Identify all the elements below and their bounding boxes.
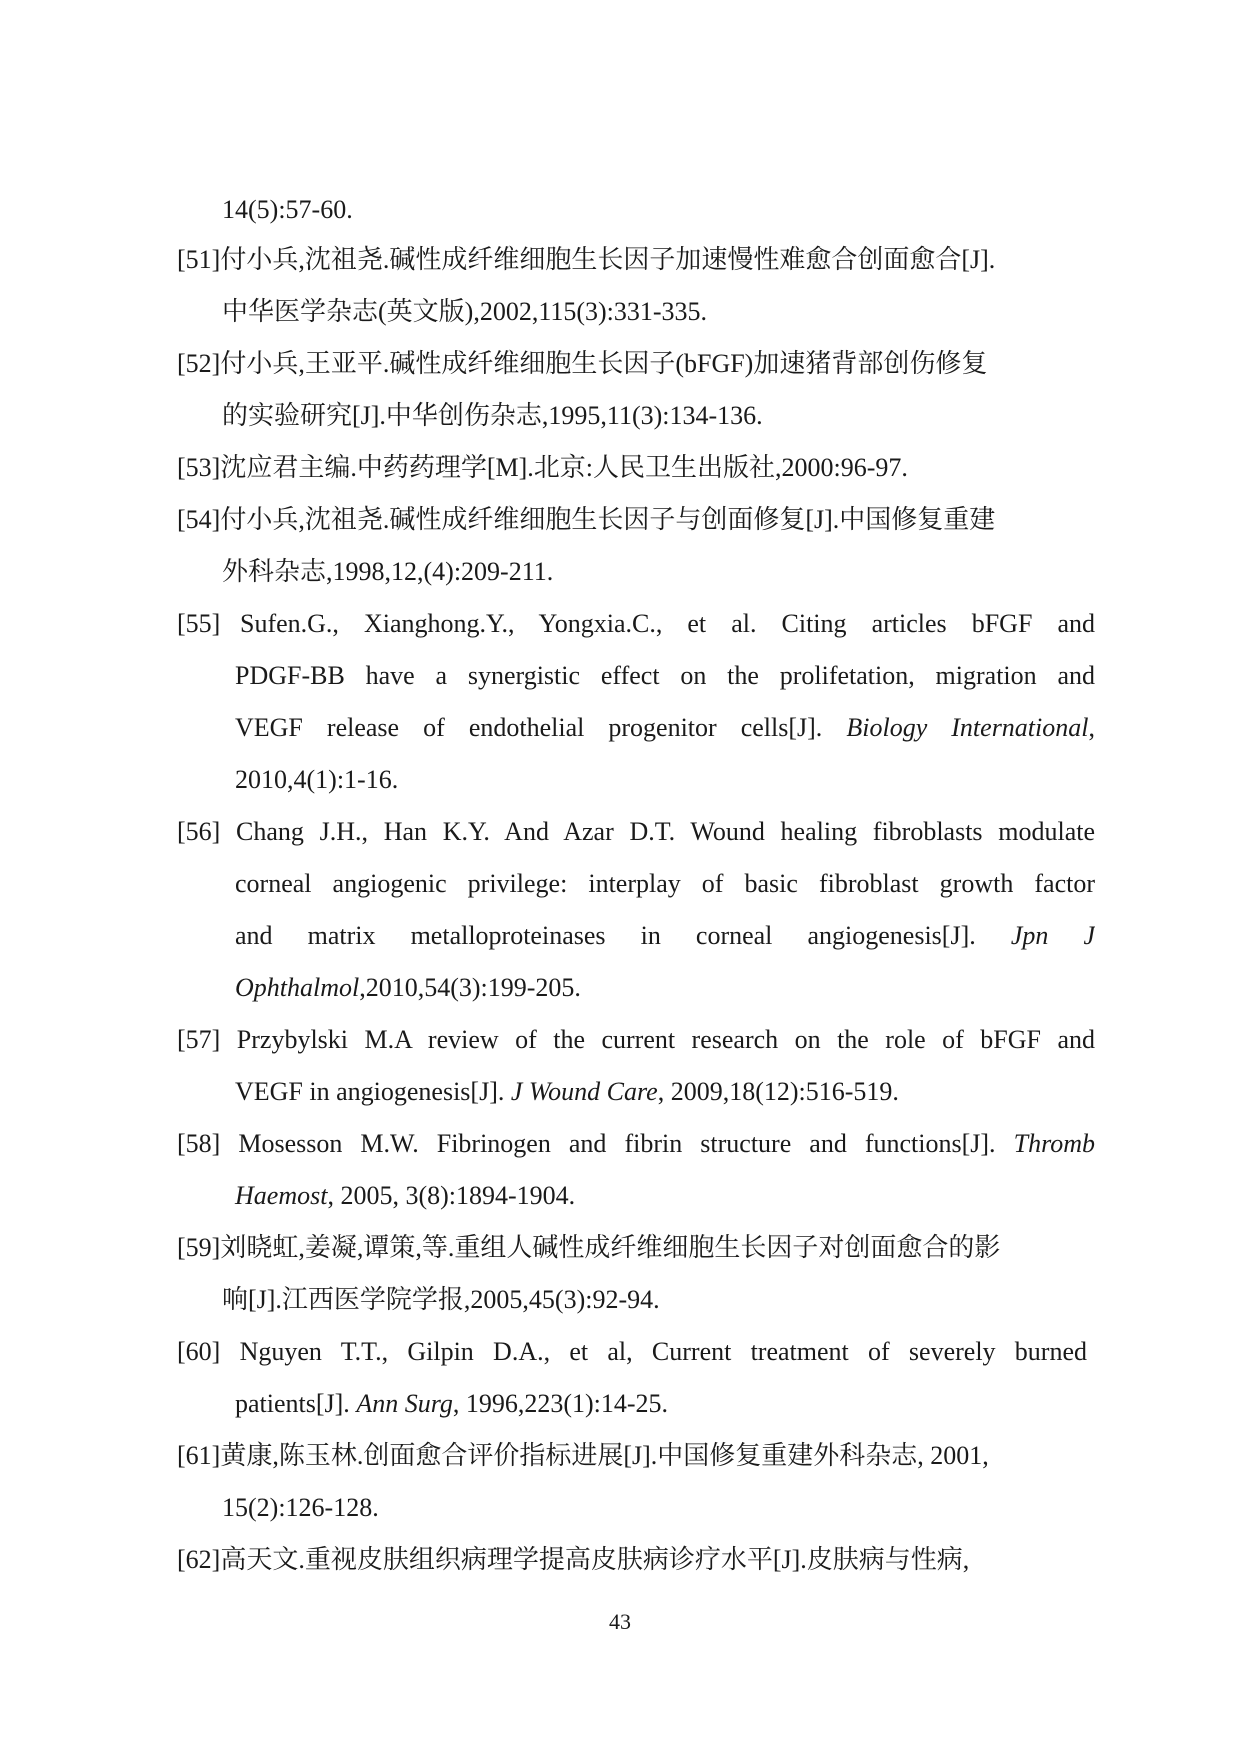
reference-53 — [177, 452, 908, 484]
reference-text: VEGF in angiogenesis[J]. — [235, 1077, 511, 1106]
reference-50-continuation — [222, 194, 353, 226]
reference-text: 中华医学杂志(英文版),2002,115(3):331-335. — [222, 297, 708, 326]
reference-62 — [177, 1544, 969, 1576]
reference-61-continuation — [222, 1492, 379, 1524]
journal-name: Thromb — [1013, 1129, 1095, 1158]
reference-60 — [177, 1336, 1087, 1368]
reference-text: PDGF-BB have a synergistic effect on the prolifetation, migration and — [235, 661, 1095, 690]
reference-55-number — [177, 608, 229, 640]
reference-text: , 2005, 3(8):1894-1904. — [327, 1181, 576, 1210]
reference-text: , — [1088, 713, 1095, 742]
journal-name: Biology International — [846, 713, 1089, 742]
reference-text: Chang J.H., Han K.Y. And Azar D.T. Wound healing fibroblasts modulate — [236, 817, 1095, 846]
reference-text: ,2010,54(3):199-205. — [359, 973, 581, 1002]
reference-number: [52] — [177, 349, 221, 378]
reference-54-continuation — [222, 556, 553, 588]
reference-number: [62] — [177, 1545, 221, 1574]
reference-text: 2010,4(1):1-16. — [235, 765, 399, 794]
journal-name: Haemost — [235, 1181, 328, 1210]
reference-55 — [240, 608, 1095, 640]
reference-59-continuation — [222, 1284, 660, 1316]
reference-58 — [177, 1128, 1095, 1160]
reference-61 — [177, 1440, 989, 1472]
reference-text: 外科杂志,1998,12,(4):209-211. — [222, 557, 554, 586]
reference-text: , 2009,18(12):516-519. — [657, 1077, 899, 1106]
reference-56-continuation-2 — [235, 920, 1095, 952]
reference-number: [57] — [177, 1025, 221, 1054]
reference-60-continuation — [235, 1388, 668, 1420]
reference-text: 付小兵,沈祖尧.碱性成纤维细胞生长因子加速慢性难愈合创面愈合[J]. — [220, 245, 996, 274]
reference-text: and matrix metalloproteinases in corneal angiogenesis[J]. — [235, 921, 1011, 950]
reference-text: , 1996,223(1):14-25. — [452, 1389, 669, 1418]
journal-name: J Wound Care — [510, 1077, 658, 1106]
reference-58-continuation — [235, 1180, 575, 1212]
reference-number: [61] — [177, 1441, 221, 1470]
journal-name: Ophthalmol — [235, 973, 360, 1002]
journal-name: Jpn J — [1010, 921, 1095, 950]
reference-56 — [177, 816, 1095, 848]
reference-59 — [177, 1232, 1000, 1264]
reference-51-continuation — [222, 296, 707, 328]
reference-number: [55] — [177, 609, 221, 638]
reference-56-continuation-3 — [235, 972, 581, 1004]
reference-text: Mosesson M.W. Fibrinogen and fibrin structure and functions[J]. — [238, 1129, 1014, 1158]
reference-56-continuation-1 — [235, 868, 1095, 900]
reference-number: [53] — [177, 453, 221, 482]
reference-55-continuation-1 — [235, 660, 1095, 692]
reference-number: [58] — [177, 1129, 221, 1158]
reference-51 — [177, 244, 995, 276]
journal-name: Ann Surg — [356, 1389, 453, 1418]
page-number: 43 — [609, 1609, 631, 1634]
reference-text: 高天文.重视皮肤组织病理学提高皮肤病诊疗水平[J].皮肤病与性病, — [220, 1545, 970, 1574]
reference-55-continuation-2 — [235, 712, 1095, 744]
reference-text: 刘晓虹,姜凝,谭策,等.重组人碱性成纤维细胞生长因子对创面愈合的影 — [220, 1233, 1001, 1262]
reference-number: [51] — [177, 245, 221, 274]
reference-57-continuation — [235, 1076, 899, 1108]
reference-number: [60] — [177, 1337, 221, 1366]
reference-number: [59] — [177, 1233, 221, 1262]
reference-text: corneal angiogenic privilege: interplay of basic fibroblast growth factor — [235, 869, 1095, 898]
reference-text: 付小兵,王亚平.碱性成纤维细胞生长因子(bFGF)加速猪背部创伤修复 — [220, 349, 988, 378]
reference-text: 14(5):57-60. — [222, 195, 353, 224]
reference-number: [56] — [177, 817, 221, 846]
reference-text: VEGF release of endothelial progenitor cells[J]. — [235, 713, 847, 742]
reference-text: 15(2):126-128. — [222, 1493, 379, 1522]
reference-text: 的实验研究[J].中华创伤杂志,1995,11(3):134-136. — [222, 401, 763, 430]
reference-55-continuation-3 — [235, 764, 398, 796]
reference-text: Nguyen T.T., Gilpin D.A., et al, Current treatment of severely burned — [239, 1337, 1087, 1366]
reference-number: [54] — [177, 505, 221, 534]
reference-text: Przybylski M.A review of the current research on the role of bFGF and — [236, 1025, 1095, 1054]
reference-text: 响[J].江西医学院学报,2005,45(3):92-94. — [222, 1285, 660, 1314]
reference-text: 付小兵,沈祖尧.碱性成纤维细胞生长因子与创面修复[J].中国修复重建 — [220, 505, 996, 534]
reference-text: Sufen.G., Xianghong.Y., Yongxia.C., et al. Citing articles bFGF and — [240, 609, 1095, 638]
reference-text: patients[J]. — [235, 1389, 357, 1418]
reference-text: 沈应君主编.中药药理学[M].北京:人民卫生出版社,2000:96-97. — [220, 453, 908, 482]
reference-52 — [177, 348, 987, 380]
reference-57 — [177, 1024, 1095, 1056]
reference-text: 黄康,陈玉林.创面愈合评价指标进展[J].中国修复重建外科杂志, 2001, — [220, 1441, 989, 1470]
reference-54 — [177, 504, 995, 536]
reference-52-continuation — [222, 400, 763, 432]
